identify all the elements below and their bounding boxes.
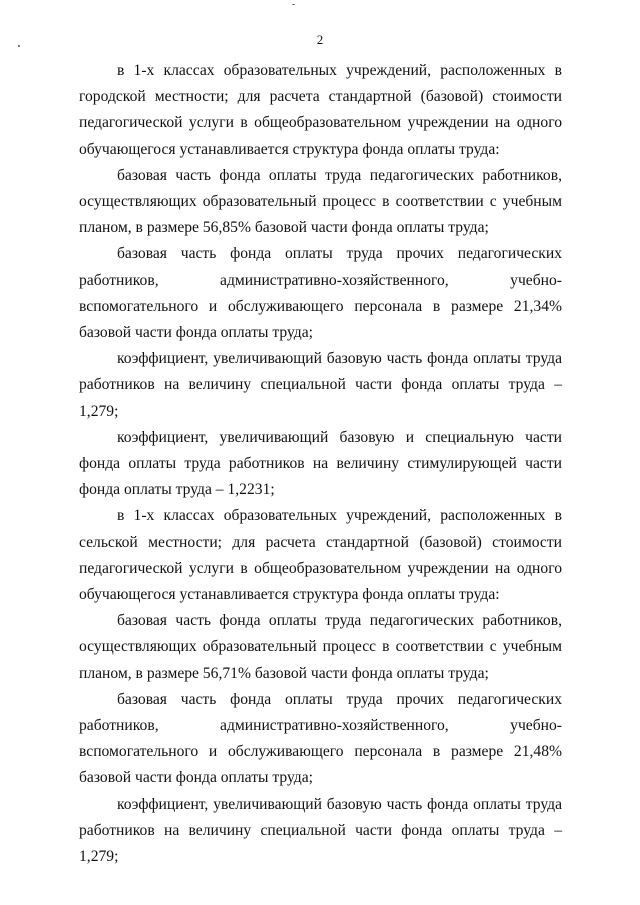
scan-speck xyxy=(292,4,295,5)
document-body xyxy=(79,58,562,870)
paragraph: коэффициент, увеличивающий базовую часть фонда оплаты труда работников на величину специальной части фонда оплаты труда – 1,279; xyxy=(79,350,562,420)
paragraph: базовая часть фонда оплаты труда педагогических работников, осуществляющих образовательный процесс в соответствии с учебным планом, в размере 56,85% базовой части фонда оплаты труда; xyxy=(79,166,562,237)
paragraph: коэффициент, увеличивающий базовую часть фонда оплаты труда работников на величину специальной части фонда оплаты труда – 1,279; xyxy=(79,795,562,866)
paragraph: в 1-х классах образовательных учреждений, расположенных в сельской местности; для расчета стандартной (базовой) стоимости педагогической услуги в общеобразовательном учреждении на одного обучающегося устанавливается структура фонда оплаты труда: xyxy=(79,507,562,604)
page-number: 2 xyxy=(316,32,324,47)
scan-speck xyxy=(18,45,20,47)
paragraph: базовая часть фонда оплаты труда прочих педагогических работников, административно-хозяйственного, учебно-вспомогательного и обслуживающего персонала в размере 21,34% базовой части фонда оплаты труда; xyxy=(79,245,562,342)
paragraph: коэффициент, увеличивающий базовую и специальную части фонда оплаты труда работников на величину стимулирующей части фонда оплаты труда – 1,2231; xyxy=(79,428,562,499)
paragraph: базовая часть фонда оплаты труда прочих педагогических работников, административно-хозяйственного, учебно-вспомогательного и обслуживающего персонала в размере 21,48% базовой части фонда оплаты труда; xyxy=(79,690,562,787)
paragraph: базовая часть фонда оплаты труда педагогических работников, осуществляющих образовательный процесс в соответствии с учебным планом, в размере 56,71% базовой части фонда оплаты труда; xyxy=(79,612,562,682)
paragraph: в 1-х классах образовательных учреждений, расположенных в городской местности; для расчета стандартной (базовой) стоимости педагогической услуги в общеобразовательном учреждении на одного обучающегося устанавливается структура фонда оплаты труда: xyxy=(79,62,562,158)
